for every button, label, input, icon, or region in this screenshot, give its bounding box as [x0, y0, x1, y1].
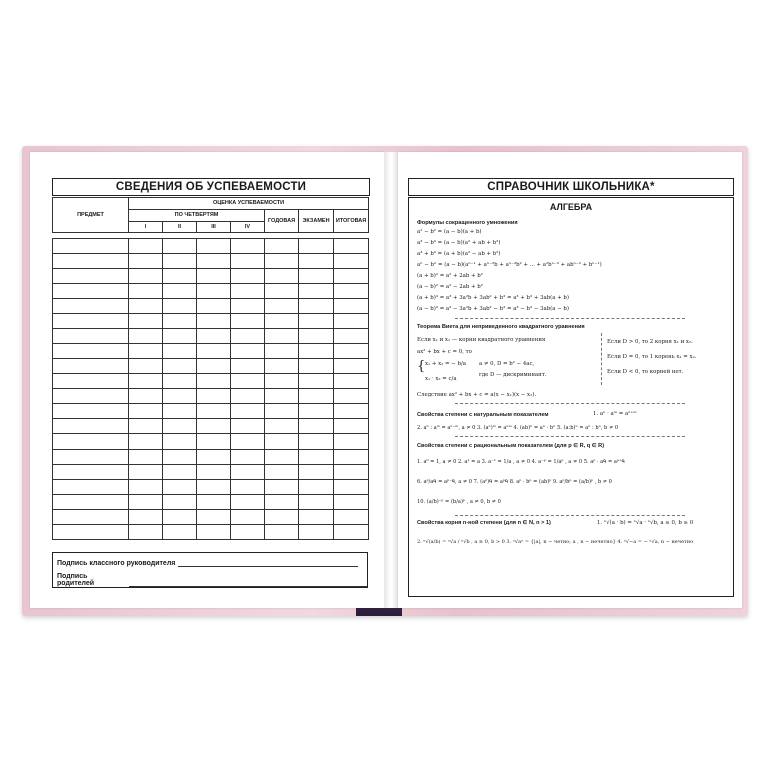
grade-cell[interactable] [334, 374, 369, 389]
grade-cell[interactable] [197, 479, 231, 494]
vieta-line-1: Если x₁ и x₂ — корни квадратного уравнения [417, 337, 546, 343]
grade-cell[interactable] [265, 464, 299, 479]
exam-header: ЭКЗАМЕН [299, 209, 334, 233]
grade-cell[interactable] [163, 238, 197, 253]
vieta-divider [601, 333, 602, 385]
grade-cell[interactable] [299, 268, 334, 283]
grade-cell[interactable] [334, 359, 369, 374]
grade-cell[interactable] [334, 419, 369, 434]
grade-cell[interactable] [231, 434, 265, 449]
grade-cell[interactable] [129, 494, 163, 509]
grade-cell[interactable] [334, 404, 369, 419]
rational-powers-row-2: 6. aᵖ/aᑫ = aᵖ⁻ᑫ, a ≠ 0 7. (aᵖ)ᑫ = aᵖᑫ 8. aᵖ · bᵖ = (ab)ᵖ 9. aᵖ/bᵖ = (a/b)ᵖ , b ≠ 0 [417, 479, 612, 485]
grade-cell[interactable] [265, 449, 299, 464]
grade-cell[interactable] [53, 298, 129, 313]
formula-line: a² − b² = (a − b)(a + b) [417, 229, 482, 235]
grade-row [53, 509, 369, 524]
grade-cell[interactable] [231, 524, 265, 539]
grade-cell[interactable] [299, 329, 334, 344]
grade-cell[interactable] [265, 434, 299, 449]
grade-cell[interactable] [163, 524, 197, 539]
grade-cell[interactable] [163, 464, 197, 479]
vieta-brace: { [417, 359, 426, 374]
grade-cell[interactable] [129, 359, 163, 374]
grade-cell[interactable] [197, 404, 231, 419]
grade-cell[interactable] [197, 329, 231, 344]
grade-cell[interactable] [129, 389, 163, 404]
formula-line: (a − b)² = a² − 2ab + b² [417, 284, 483, 290]
grade-cell[interactable] [197, 449, 231, 464]
vieta-product: x₁ · x₂ = c/a [425, 376, 457, 382]
divider [455, 515, 685, 516]
grade-cell[interactable] [334, 268, 369, 283]
grade-cell[interactable] [334, 464, 369, 479]
grade-cell[interactable] [334, 283, 369, 298]
grade-cell[interactable] [231, 449, 265, 464]
grade-cell[interactable] [53, 329, 129, 344]
grade-cell[interactable] [53, 253, 129, 268]
grade-cell[interactable] [53, 268, 129, 283]
algebra-reference [408, 197, 734, 597]
grade-cell[interactable] [197, 283, 231, 298]
grade-cell[interactable] [231, 298, 265, 313]
grade-cell[interactable] [129, 449, 163, 464]
divider [455, 318, 685, 319]
grade-cell[interactable] [129, 329, 163, 344]
grade-cell[interactable] [163, 313, 197, 328]
grade-cell[interactable] [53, 404, 129, 419]
signature-box [52, 552, 368, 588]
grade-cell[interactable] [129, 268, 163, 283]
grade-row [53, 494, 369, 509]
grade-cell[interactable] [334, 449, 369, 464]
grade-cell[interactable] [299, 404, 334, 419]
discriminant-case: Если D > 0, то 2 корня x₁ и x₂. [607, 339, 693, 345]
teacher-signature-line[interactable] [57, 560, 358, 567]
grade-cell[interactable] [265, 509, 299, 524]
grade-cell[interactable] [163, 479, 197, 494]
grade-cell[interactable] [334, 509, 369, 524]
progress-title: СВЕДЕНИЯ ОБ УСПЕВАЕМОСТИ [52, 178, 370, 196]
book-gutter [384, 152, 398, 608]
grade-cell[interactable] [299, 524, 334, 539]
roots-first: 1. ⁿ√(a · b) = ⁿ√a · ⁿ√b, a ≥ 0, b ≥ 0 [597, 520, 694, 526]
grade-cell[interactable] [53, 238, 129, 253]
grade-cell[interactable] [197, 494, 231, 509]
divider [455, 436, 685, 437]
grade-row [53, 404, 369, 419]
grade-cell[interactable] [53, 359, 129, 374]
grade-cell[interactable] [265, 238, 299, 253]
grade-cell[interactable] [334, 434, 369, 449]
grade-row [53, 464, 369, 479]
vieta-corollary: Следствие ax² + bx + c = a(x − x₁)(x − x₂). [417, 392, 537, 398]
quarter-3-header: III [197, 221, 231, 233]
natural-powers-rest: 2. aⁿ : aᵐ = aⁿ⁻ᵐ, a ≠ 0 3. (aⁿ)ᵐ = aⁿᵐ 4. (ab)ⁿ = aⁿ · bⁿ 5. (a:b)ⁿ = aⁿ : bⁿ, b ≠ 0 [417, 425, 619, 431]
teacher-signature-label: Подпись классного руководителя [57, 560, 176, 567]
grade-cell[interactable] [334, 524, 369, 539]
formula-line: a³ − b³ = (a − b)(a² + ab + b²) [417, 240, 501, 246]
grade-cell[interactable] [163, 253, 197, 268]
subject-header: ПРЕДМЕТ [53, 198, 129, 233]
grade-cell[interactable] [265, 404, 299, 419]
grade-row [53, 344, 369, 359]
left-page [30, 152, 384, 608]
vieta-title: Теорема Виета для неприведенного квадратного уравнения [417, 324, 585, 330]
grade-cell[interactable] [299, 464, 334, 479]
vieta-sum: x₁ + x₂ = − b/a [425, 361, 467, 367]
grade-cell[interactable] [197, 464, 231, 479]
grade-cell[interactable] [163, 359, 197, 374]
rational-powers-row-3: 10. (a/b)⁻ᵖ = (b/a)ᵖ , a ≠ 0, b ≠ 0 [417, 499, 501, 505]
grade-cell[interactable] [129, 313, 163, 328]
grade-cell[interactable] [265, 253, 299, 268]
grade-cell[interactable] [265, 268, 299, 283]
parents-signature-label: Подпись родителей [57, 573, 95, 587]
grade-cell[interactable] [197, 268, 231, 283]
grade-cell[interactable] [265, 359, 299, 374]
vieta-line-2: ax² + bx + c = 0, то [417, 349, 472, 355]
grade-cell[interactable] [231, 494, 265, 509]
grade-row [53, 419, 369, 434]
grade-cell[interactable] [197, 419, 231, 434]
grade-cell[interactable] [231, 283, 265, 298]
grade-row [53, 253, 369, 268]
grade-row [53, 449, 369, 464]
grade-cell[interactable] [299, 509, 334, 524]
grade-cell[interactable] [129, 419, 163, 434]
grade-row [53, 329, 369, 344]
grade-cell[interactable] [163, 494, 197, 509]
grade-cell[interactable] [53, 464, 129, 479]
grade-cell[interactable] [163, 329, 197, 344]
grade-cell[interactable] [299, 298, 334, 313]
grade-row [53, 313, 369, 328]
grade-cell[interactable] [231, 359, 265, 374]
grade-cell[interactable] [53, 524, 129, 539]
grade-cell[interactable] [299, 494, 334, 509]
formula-line: (a − b)³ = a³ − 3a²b + 3ab² − b³ = a³ − b³ − 3ab(a − b) [417, 306, 569, 312]
grade-cell[interactable] [231, 509, 265, 524]
grade-cell[interactable] [231, 479, 265, 494]
grade-cell[interactable] [53, 449, 129, 464]
grade-cell[interactable] [231, 238, 265, 253]
formula-line: a³ + b³ = (a + b)(a² − ab + b²) [417, 251, 501, 257]
quarter-2-header: II [163, 221, 197, 233]
formula-line: (a + b)² = a² + 2ab + b² [417, 273, 483, 279]
grade-row [53, 374, 369, 389]
grade-cell[interactable] [265, 494, 299, 509]
algebra-title: АЛГЕБРА [549, 202, 593, 212]
grade-cell[interactable] [265, 374, 299, 389]
quarters-header: ПО ЧЕТВЕРТЯМ [129, 209, 265, 221]
grade-cell[interactable] [53, 419, 129, 434]
grade-cell[interactable] [265, 298, 299, 313]
grade-cell[interactable] [334, 389, 369, 404]
grade-row [53, 479, 369, 494]
grade-cell[interactable] [129, 374, 163, 389]
grade-cell[interactable] [163, 404, 197, 419]
grade-row [53, 524, 369, 539]
formula-line: aⁿ − bⁿ = (a − b)(aⁿ⁻¹ + aⁿ⁻²b + aⁿ⁻³b² + ... + a²bⁿ⁻³ + abⁿ⁻² + bⁿ⁻¹) [417, 262, 602, 268]
parents-signature-line[interactable] [57, 573, 367, 587]
grade-cell[interactable] [129, 298, 163, 313]
grade-cell[interactable] [299, 389, 334, 404]
grade-cell[interactable] [53, 344, 129, 359]
divider [455, 403, 685, 404]
grade-cell[interactable] [53, 479, 129, 494]
grade-cell[interactable] [163, 389, 197, 404]
rational-powers-title: Свойства степени с рациональным показателем (для p ∈ R, q ∈ R) [417, 443, 605, 449]
quarter-1-header: I [129, 221, 163, 233]
grade-cell[interactable] [53, 313, 129, 328]
annual-header: ГОДОВАЯ [265, 209, 299, 233]
grade-cell[interactable] [163, 509, 197, 524]
grade-cell[interactable] [299, 434, 334, 449]
grade-cell[interactable] [231, 329, 265, 344]
grade-cell[interactable] [265, 524, 299, 539]
grade-cell[interactable] [299, 313, 334, 328]
grade-cell[interactable] [231, 344, 265, 359]
grade-cell[interactable] [231, 404, 265, 419]
grade-cell[interactable] [299, 238, 334, 253]
grade-cell[interactable] [334, 329, 369, 344]
grade-cell[interactable] [53, 283, 129, 298]
reference-title: СПРАВОЧНИК ШКОЛЬНИКА* [408, 178, 734, 196]
grades-table [52, 197, 369, 540]
grade-cell[interactable] [299, 449, 334, 464]
right-page [398, 152, 742, 608]
discriminant-case: Если D = 0, то 1 корень x₁ = x₂. [607, 354, 697, 360]
grade-cell[interactable] [129, 479, 163, 494]
grade-cell[interactable] [129, 464, 163, 479]
grade-cell[interactable] [129, 283, 163, 298]
natural-powers-first: 1. aⁿ · aᵐ = aⁿ⁺ᵐ [593, 411, 637, 417]
grade-cell[interactable] [334, 238, 369, 253]
grade-row [53, 238, 369, 253]
grade-cell[interactable] [163, 268, 197, 283]
grade-cell[interactable] [197, 238, 231, 253]
quarter-4-header: IV [231, 221, 265, 233]
grade-cell[interactable] [334, 313, 369, 328]
grade-cell[interactable] [197, 524, 231, 539]
grade-cell[interactable] [129, 253, 163, 268]
grade-cell[interactable] [129, 524, 163, 539]
final-header: ИТОГОВАЯ [334, 209, 369, 233]
grade-cell[interactable] [197, 253, 231, 268]
grade-cell[interactable] [163, 344, 197, 359]
grade-cell[interactable] [299, 344, 334, 359]
grade-cell[interactable] [129, 238, 163, 253]
grade-cell[interactable] [129, 509, 163, 524]
grade-cell[interactable] [197, 313, 231, 328]
grade-cell[interactable] [231, 268, 265, 283]
grade-cell[interactable] [231, 374, 265, 389]
grades-header: ОЦЕНКА УСПЕВАЕМОСТИ [129, 198, 369, 210]
grade-cell[interactable] [197, 509, 231, 524]
grade-cell[interactable] [197, 359, 231, 374]
grade-cell[interactable] [299, 359, 334, 374]
grade-row [53, 359, 369, 374]
grade-row [53, 268, 369, 283]
grade-cell[interactable] [231, 464, 265, 479]
natural-powers-title: Свойства степени с натуральным показателем [417, 412, 549, 418]
grade-cell[interactable] [197, 344, 231, 359]
abridged-title: Формулы сокращенного умножения [417, 220, 518, 226]
grade-cell[interactable] [334, 494, 369, 509]
grade-cell[interactable] [129, 404, 163, 419]
grade-cell[interactable] [231, 253, 265, 268]
grade-cell[interactable] [299, 283, 334, 298]
grade-cell[interactable] [334, 479, 369, 494]
discriminant-case: Если D < 0, то корней нет. [607, 369, 684, 375]
grade-cell[interactable] [163, 419, 197, 434]
grade-cell[interactable] [265, 344, 299, 359]
grade-cell[interactable] [53, 434, 129, 449]
grade-cell[interactable] [265, 329, 299, 344]
grade-cell[interactable] [197, 374, 231, 389]
grade-cell[interactable] [163, 434, 197, 449]
vieta-condition-2: где D — дискриминант. [479, 372, 547, 378]
grade-cell[interactable] [265, 313, 299, 328]
grade-cell[interactable] [197, 389, 231, 404]
grade-cell[interactable] [334, 344, 369, 359]
grade-cell[interactable] [299, 419, 334, 434]
grade-cell[interactable] [299, 374, 334, 389]
grade-cell[interactable] [265, 389, 299, 404]
grade-row [53, 389, 369, 404]
grade-cell[interactable] [163, 283, 197, 298]
grade-cell[interactable] [265, 419, 299, 434]
vieta-condition-1: a ≠ 0, D = b² − 4ac, [479, 361, 535, 367]
roots-row: 2. ⁿ√(a/b) = ⁿ√a / ⁿ√b , a ≥ 0, b > 0 3. ⁿ√aⁿ = {|a|, n − четно; a , n − нечетно} 4. ⁿ√−a = − ⁿ√a, n − нечетно [417, 539, 694, 545]
grade-cell[interactable] [197, 298, 231, 313]
grade-cell[interactable] [265, 283, 299, 298]
grade-row [53, 434, 369, 449]
grade-row [53, 283, 369, 298]
grade-row [53, 298, 369, 313]
grade-cell[interactable] [53, 509, 129, 524]
grade-cell[interactable] [53, 389, 129, 404]
grade-cell[interactable] [53, 494, 129, 509]
grade-cell[interactable] [299, 253, 334, 268]
roots-title: Свойства корня n-ной степени (для n ∈ N, n > 1) [417, 520, 551, 526]
grade-cell[interactable] [265, 479, 299, 494]
grade-cell[interactable] [163, 374, 197, 389]
grade-cell[interactable] [334, 253, 369, 268]
grade-cell[interactable] [231, 313, 265, 328]
grade-cell[interactable] [334, 298, 369, 313]
grade-cell[interactable] [129, 344, 163, 359]
grade-cell[interactable] [197, 434, 231, 449]
grade-cell[interactable] [163, 298, 197, 313]
grade-cell[interactable] [163, 449, 197, 464]
rational-powers-row-1: 1. a⁰ = 1, a ≠ 0 2. a¹ = a 3. a⁻¹ = 1/a , a ≠ 0 4. a⁻ᵖ = 1/aᵖ , a ≠ 0 5. aᵖ · aᑫ = aᵖ⁺ᑫ [417, 459, 625, 465]
grade-cell[interactable] [231, 419, 265, 434]
grade-cell[interactable] [231, 389, 265, 404]
formula-line: (a + b)³ = a³ + 3a²b + 3ab² + b³ = a³ + b³ + 3ab(a + b) [417, 295, 569, 301]
grade-cell[interactable] [129, 434, 163, 449]
grade-cell[interactable] [299, 479, 334, 494]
grade-cell[interactable] [53, 374, 129, 389]
